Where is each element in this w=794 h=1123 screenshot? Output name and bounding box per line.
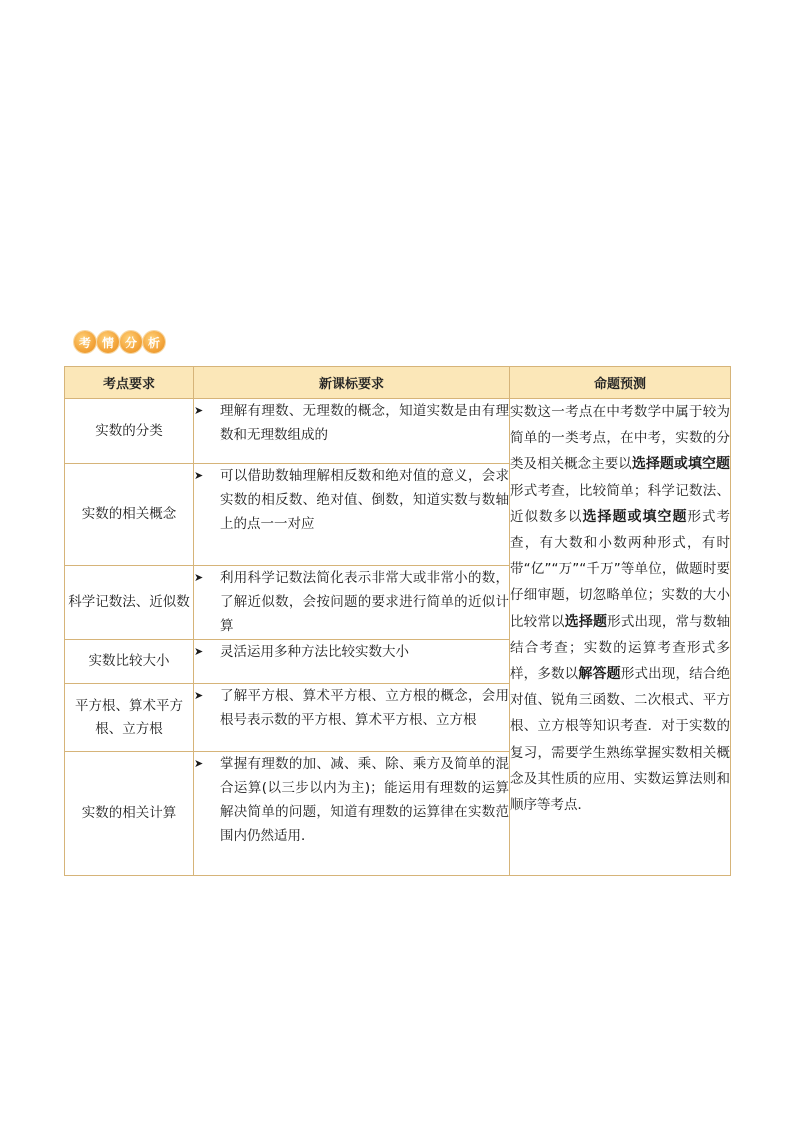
header-standard: 新课标要求 [194, 367, 510, 399]
prediction-text: 形式考查，有大数和小数两种形式，有时带“亿”“万”“千万”等单位，做题时要仔细审题，切忽略单位；实数的大小比较常以 [510, 508, 730, 630]
requirement-cell: 实数的分类 [65, 399, 194, 464]
exam-analysis-table [64, 366, 731, 876]
standard-text: 灵活运用多种方法比较实数大小 [220, 644, 409, 660]
standard-text: 可以借助数轴理解相反数和绝对值的意义，会求实数的相反数、绝对值、倒数，知道实数与数轴上的点一一对应 [220, 468, 509, 532]
standard-text: 了解平方根、算术平方根、立方根的概念，会用根号表示数的平方根、算术平方根、立方根 [220, 688, 509, 728]
bullet-arrow-icon: ➤ [194, 469, 204, 482]
requirement-cell: 实数的相关计算 [65, 752, 194, 876]
prediction-emphasis: 解答题 [578, 666, 621, 683]
prediction-text: 实数这一考点在中考数学中属于较为简单的一类考点，在中考，实数的分类及相关概念主要以 [510, 404, 730, 473]
bullet-arrow-icon: ➤ [194, 689, 204, 702]
badge-char: 分 [120, 331, 142, 353]
bullet-arrow-icon: ➤ [194, 404, 204, 417]
prediction-emphasis: 选择题或填空题 [582, 508, 688, 525]
standard-cell [194, 752, 510, 876]
bullet-arrow-icon: ➤ [194, 757, 204, 770]
standard-cell [194, 464, 510, 566]
prediction-text: 形式考查，比较简单；科学记数法、近似数多以 [510, 482, 730, 525]
prediction-emphasis: 选择题 [564, 613, 608, 630]
standard-text: 掌握有理数的加、减、乘、除、乘方及简单的混合运算(以三步以内为主)；能运用有理数的运算解决简单的问题，知道有理数的运算律在实数范围内仍然适用． [220, 756, 509, 844]
bullet-arrow-icon: ➤ [194, 645, 204, 658]
standard-text: 利用科学记数法简化表示非常大或非常小的数，了解近似数，会按问题的要求进行简单的近似计算 [220, 570, 509, 634]
prediction-emphasis: 选择题或填空题 [631, 456, 731, 473]
prediction-cell [510, 399, 731, 876]
standard-cell [194, 684, 510, 752]
standard-cell [194, 640, 510, 684]
prediction-text: 形式出现，常与数轴结合考查；实数的运算考查形式多样，多数以 [510, 613, 731, 683]
table-row [65, 399, 731, 464]
standard-text: 理解有理数、无理数的概念，知道实数是由有理数和无理数组成的 [220, 403, 509, 443]
standard-cell [194, 566, 510, 640]
requirement-cell: 平方根、算术平方根、立方根 [65, 684, 194, 752]
table-header-row [65, 367, 731, 399]
standard-cell [194, 399, 510, 464]
prediction-text: 形式出现，结合绝对值、锐角三函数、二次根式、平方根、立方根等知识考查．对于实数的复习，需要学生熟练掌握实数相关概念及其性质的应用、实数运算法则和顺序等考点． [510, 666, 731, 814]
badge-char: 考 [74, 331, 96, 353]
requirement-cell: 实数比较大小 [65, 640, 194, 684]
requirement-cell: 实数的相关概念 [65, 464, 194, 566]
section-badge [74, 331, 165, 353]
badge-char: 情 [97, 331, 119, 353]
requirement-cell: 科学记数法、近似数 [65, 566, 194, 640]
bullet-arrow-icon: ➤ [194, 571, 204, 584]
header-requirement: 考点要求 [65, 367, 194, 399]
badge-char: 析 [143, 331, 165, 353]
header-prediction: 命题预测 [510, 367, 731, 399]
